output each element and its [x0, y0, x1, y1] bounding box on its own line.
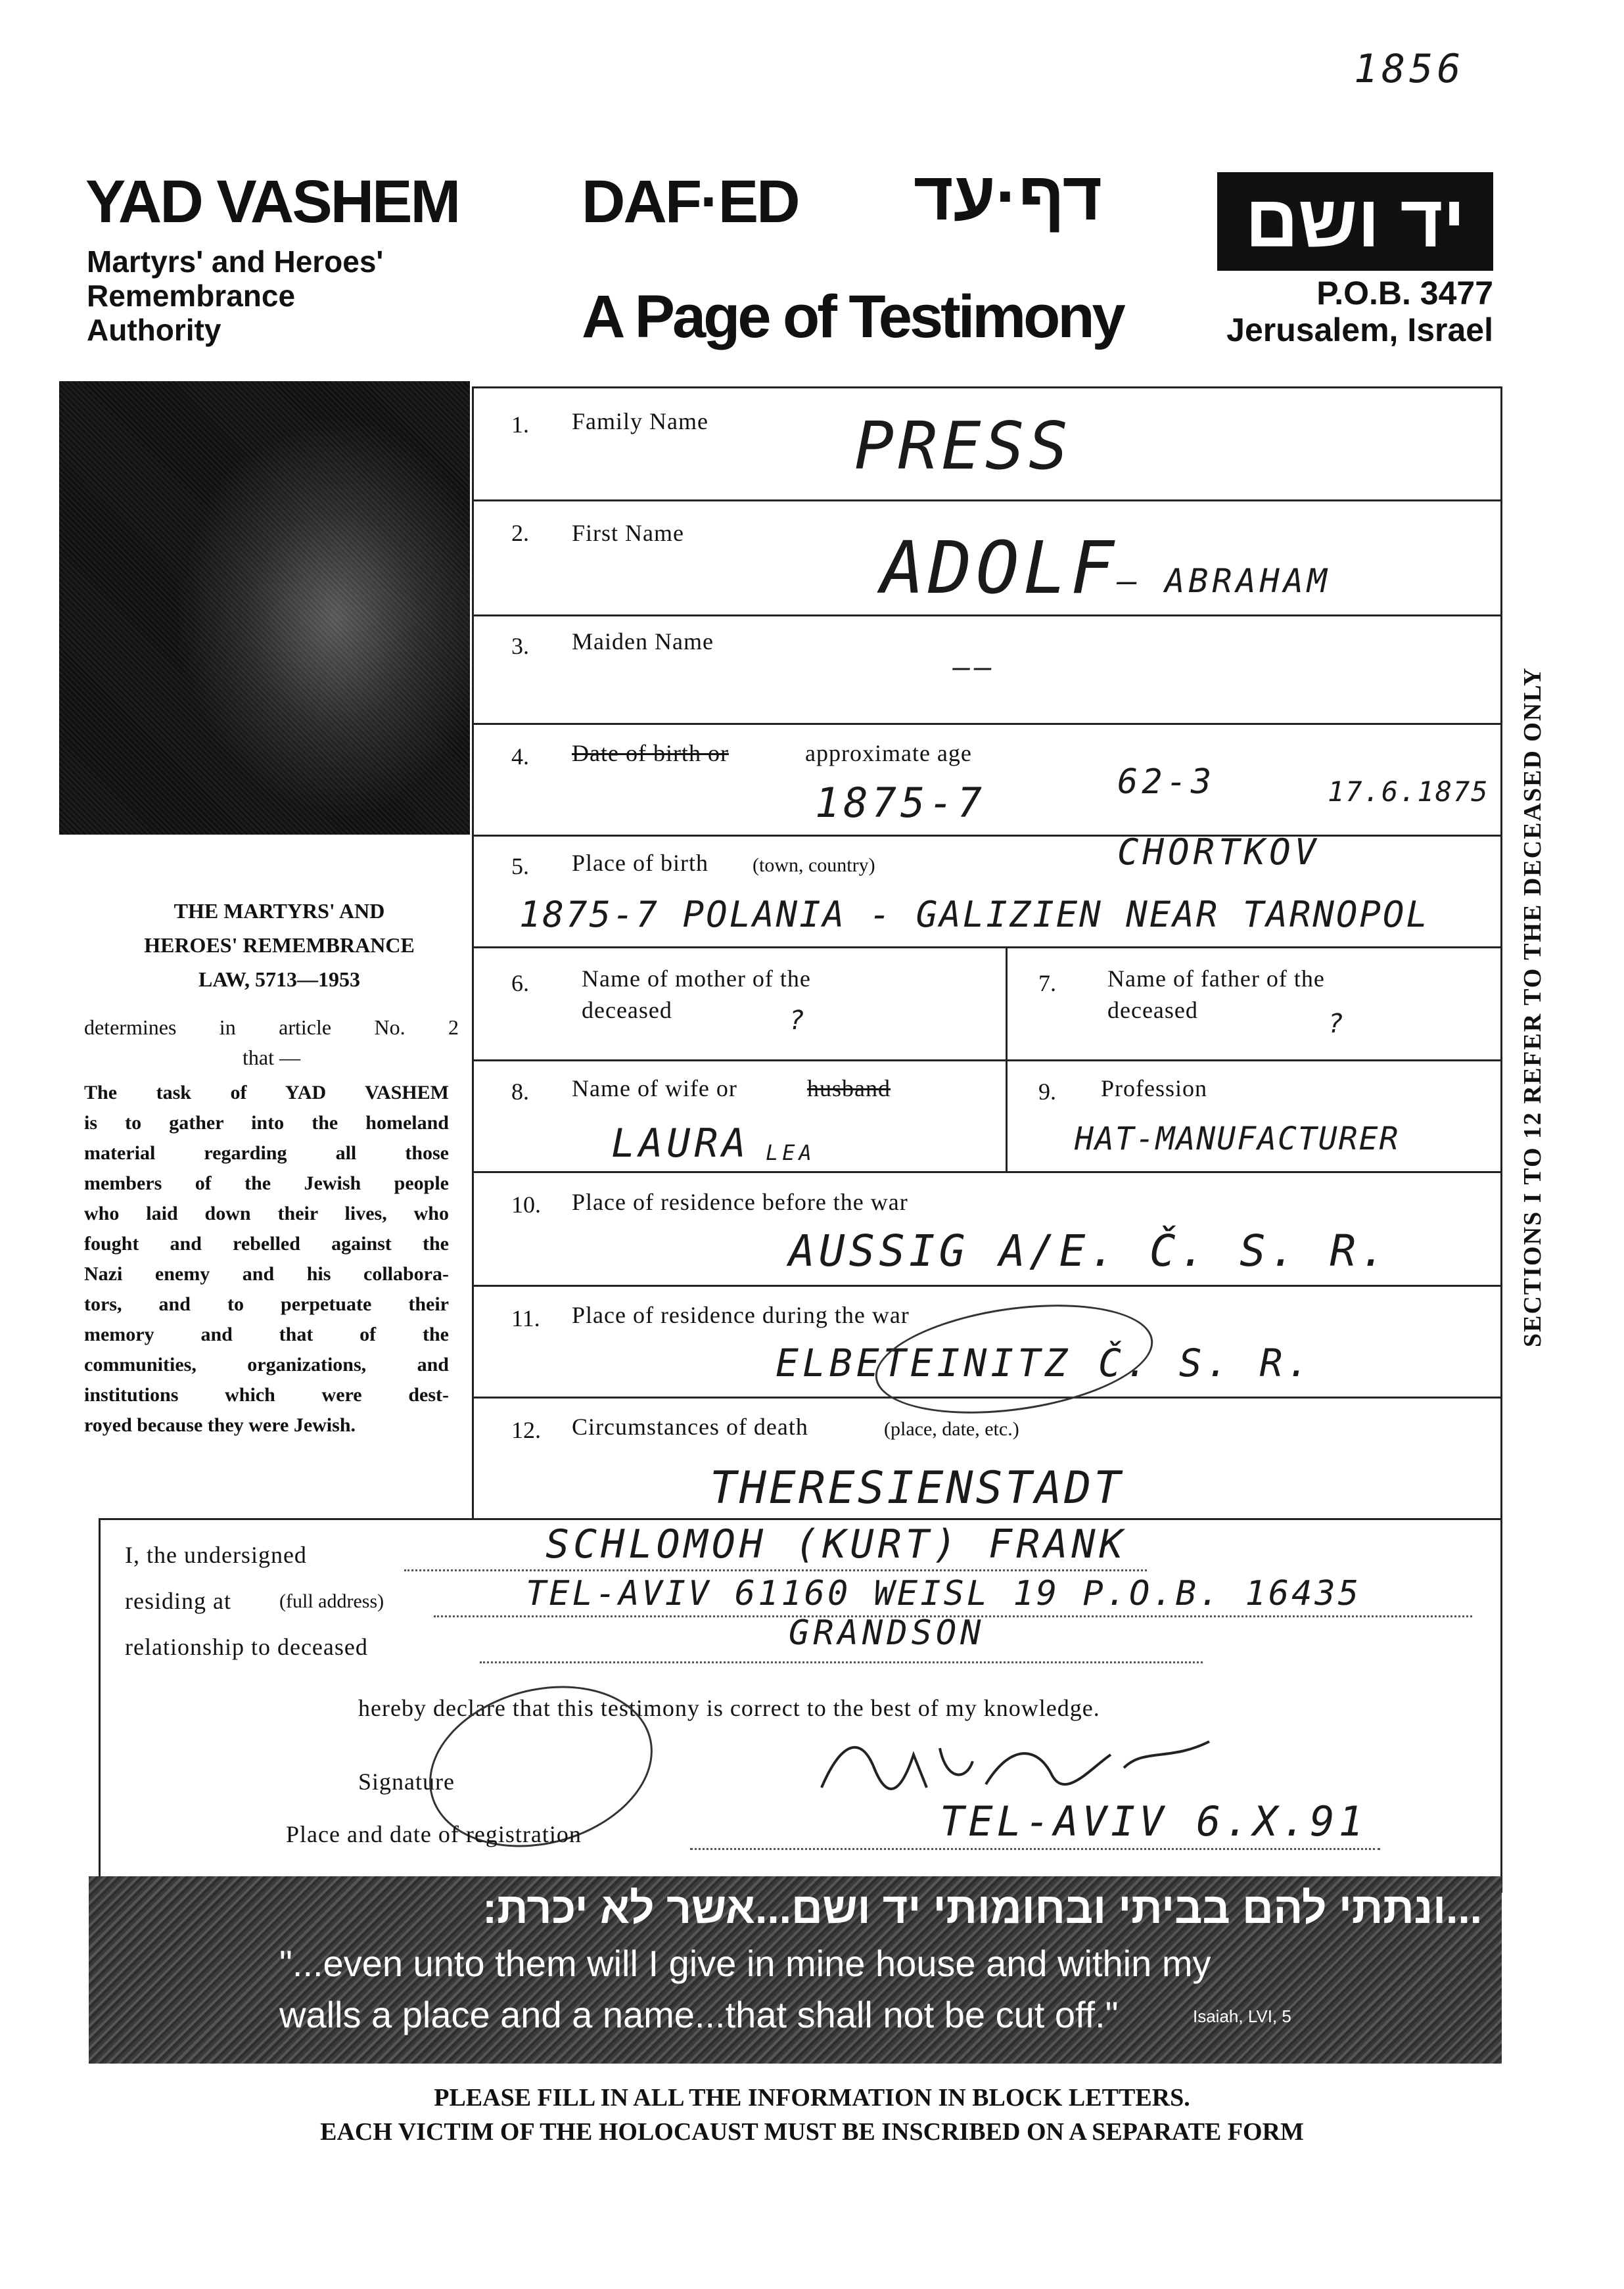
form-left-border [472, 386, 474, 1520]
field-number: 9. [1038, 1078, 1056, 1105]
signature-label: Signature [358, 1769, 455, 1795]
first-name-value: ADOLF [881, 526, 1119, 610]
undersigned-value: SCHLOMOH (KURT) FRANK [545, 1521, 1127, 1567]
contact-block: P.O.B. 3477 Jerusalem, Israel [1226, 275, 1493, 348]
declaration-left-border [99, 1518, 101, 1893]
form-title: A Page of Testimony [582, 283, 1123, 350]
form-right-border [1500, 386, 1502, 1520]
yad-vashem-logo: יד ושם [1217, 172, 1493, 271]
place-date-line [690, 1848, 1380, 1850]
father-name-value: ? [1328, 1009, 1348, 1039]
row-divider [473, 835, 1502, 837]
residence-before-war-label: Place of residence before the war [572, 1189, 908, 1215]
circumstances-value: THERESIENSTADT [710, 1462, 1124, 1514]
residing-hint: (full address) [279, 1590, 384, 1612]
field-number: 10. [511, 1191, 541, 1218]
circled-annotation [868, 1289, 1160, 1429]
banner-hebrew: ...ונתתי להם בביתי ובחומותי יד ושם...אשר לא יכרת: [482, 1884, 1482, 1932]
mother-name-label: Name of mother of the deceased [582, 965, 811, 1023]
family-name-value: PRESS [854, 407, 1073, 484]
field-number: 5. [511, 853, 529, 879]
field-number: 3. [511, 633, 529, 659]
org-name: YAD VASHEM [85, 168, 459, 235]
banner-line-1: "...even unto them will I give in mine house and within my [279, 1943, 1211, 1984]
maiden-name-label: Maiden Name [572, 628, 714, 655]
scripture-banner [89, 1876, 1502, 2064]
residing-value: TEL-AVIV 61160 WEISL 19 P.O.B. 16435 [526, 1574, 1362, 1613]
column-divider [1006, 946, 1008, 1171]
wife-name-value-2: LEA [766, 1140, 816, 1165]
victim-photo [59, 381, 470, 835]
field-number: 7. [1038, 970, 1056, 996]
relationship-line [480, 1661, 1203, 1663]
profession-value: HAT-MANUFACTURER [1075, 1121, 1400, 1157]
field-number: 11. [511, 1305, 540, 1331]
field-number: 4. [511, 743, 529, 770]
signature [815, 1728, 1222, 1801]
exact-birth-date-value: 17.6.1875 [1328, 775, 1489, 808]
first-name-label: First Name [572, 520, 684, 546]
place-date-label: Place and date of registration [286, 1821, 582, 1847]
declaration-top-border [99, 1518, 1502, 1520]
form-top-border [473, 386, 1502, 388]
place-of-birth-town: CHORTKOV [1117, 831, 1320, 873]
footer-line-2: EACH VICTIM OF THE HOLOCAUST MUST BE INSCRIBED ON A SEPARATE FORM [320, 2118, 1304, 2146]
circumstances-label: Circumstances of death [572, 1414, 808, 1440]
law-determines: determines in article No. 2 that — [84, 1015, 459, 1069]
residence-during-war-label: Place of residence during the war [572, 1302, 910, 1328]
birth-year-value: 1875-7 [815, 779, 986, 827]
row-divider [473, 1285, 1502, 1287]
mother-name-value: ? [789, 1006, 809, 1036]
family-name-label: Family Name [572, 408, 708, 434]
footer-line-1: PLEASE FILL IN ALL THE INFORMATION IN BLOCK LETTERS. [434, 2084, 1190, 2112]
maiden-name-value: —— [953, 651, 996, 684]
law-title: THE MARTYRS' AND HEROES' REMEMBRANCE LAW, 5713—1953 [144, 899, 415, 991]
field-number: 8. [511, 1078, 529, 1105]
banner-reference: Isaiah, LVI, 5 [1193, 2006, 1291, 2026]
row-divider [473, 1171, 1502, 1173]
residence-during-war-value: ELBETEINITZ Č. S. R. [776, 1341, 1314, 1385]
residence-before-war-value: AUSSIG A/E. Č. S. R. [789, 1226, 1390, 1276]
place-of-birth-hint: (town, country) [753, 854, 875, 876]
field-number: 12. [511, 1417, 541, 1443]
place-of-birth-value: 1875-7 POLANIA - GALIZIEN NEAR TARNOPOL [519, 894, 1429, 935]
relationship-label: relationship to deceased [125, 1634, 368, 1660]
place-date-value: TEL-AVIV 6.X.91 [940, 1797, 1367, 1845]
date-of-birth-label-struck: Date of birth or [572, 740, 729, 766]
husband-label-struck: husband [807, 1075, 891, 1101]
banner-line-2: walls a place and a name...that shall not be cut off." [279, 1994, 1119, 2035]
father-name-label: Name of father of the deceased [1107, 965, 1325, 1023]
place-of-birth-label: Place of birth [572, 850, 708, 876]
row-divider [473, 614, 1502, 616]
wife-name-value: LAURA [611, 1121, 750, 1167]
declaration-statement: hereby declare that this testimony is correct to the best of my knowledge. [358, 1695, 1100, 1721]
row-divider [473, 946, 1502, 948]
undersigned-line [404, 1569, 1147, 1571]
residing-label: residing at [125, 1588, 231, 1614]
law-text: The task of YAD VASHEM is to gather into the homeland material regarding all those members of the Jewish people who laid down their lives, who fought and rebelled against the Nazi enemy and his collabora- tors, and to perpetuate their memory and that of the communities, organizations, and institutions which were dest- royed because they were Jewish. [84, 1082, 449, 1436]
field-number: 6. [511, 970, 529, 996]
sections-note: SECTIONS I TO 12 REFER TO THE DECEASED ONLY [1519, 666, 1546, 1347]
row-divider [473, 499, 1502, 501]
field-number: 2. [511, 520, 529, 546]
row-divider [473, 1059, 1502, 1061]
circumstances-hint: (place, date, etc.) [884, 1418, 1019, 1440]
wife-name-label: Name of wife or [572, 1075, 737, 1101]
first-name-value-2: – ABRAHAM [1117, 562, 1331, 600]
age-value: 62-3 [1117, 762, 1216, 802]
declaration-right-border [1500, 1518, 1502, 1893]
archive-number: 1856 [1354, 46, 1465, 92]
field-number: 1. [511, 411, 529, 438]
daf-ed-latin: DAF·ED [582, 168, 799, 235]
relationship-value: GRANDSON [789, 1613, 985, 1653]
daf-ed-hebrew: דף·עד [914, 158, 1103, 235]
row-divider [473, 723, 1502, 725]
org-subtitle: Martyrs' and Heroes' Remembrance Authority [87, 244, 384, 347]
undersigned-label: I, the undersigned [125, 1542, 307, 1568]
approximate-age-label: approximate age [805, 740, 972, 766]
profession-label: Profession [1101, 1075, 1207, 1101]
